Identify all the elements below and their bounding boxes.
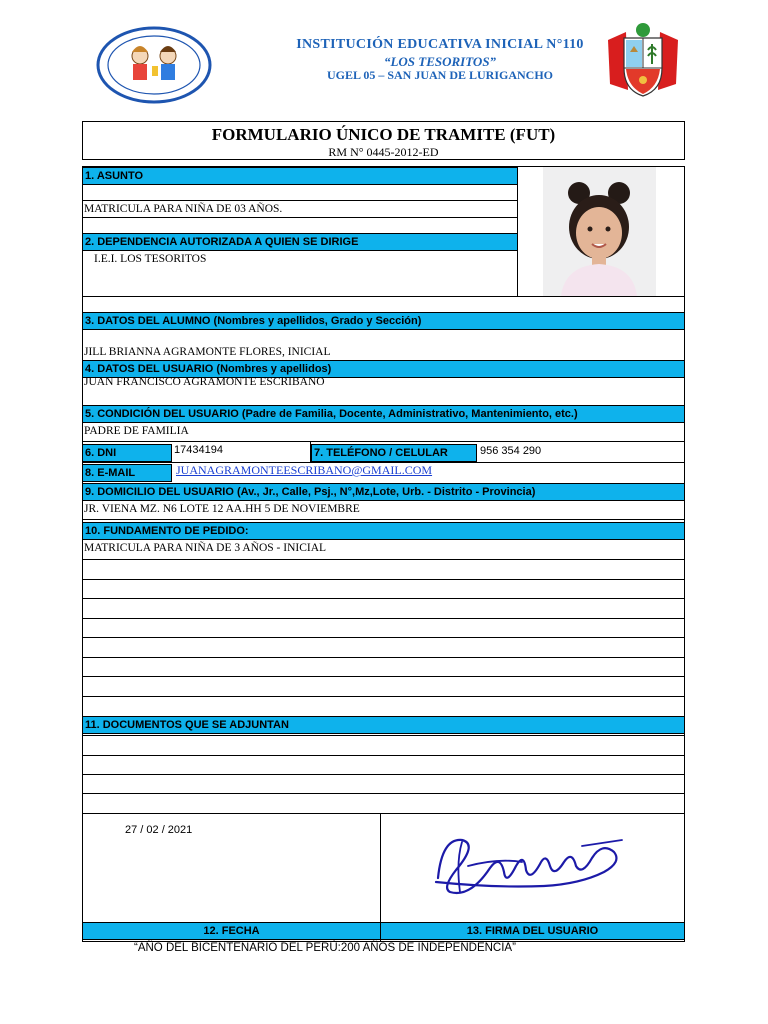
email-link[interactable]: JUANAGRAMONTEESCRIBANO@GMAIL.COM: [176, 463, 433, 477]
ugel-name: UGEL 05 – SAN JUAN DE LURIGANCHO: [326, 68, 554, 82]
row-divider: [82, 676, 685, 677]
section-4-datos-usuario: 4. DATOS DEL USUARIO (Nombres y apellidos): [82, 360, 685, 378]
row-divider: [82, 774, 685, 775]
row-divider: [82, 559, 685, 560]
form-right-border: [684, 166, 685, 942]
form-subtitle: RM N° 0445-2012-ED: [328, 145, 439, 159]
fundamento-value[interactable]: MATRICULA PARA NIÑA DE 3 AÑOS - INICIAL: [84, 542, 327, 554]
row-divider: [82, 637, 685, 638]
fut-form: [82, 166, 685, 942]
dependencia-value[interactable]: I.E.I. LOS TESORITOS: [94, 253, 207, 265]
student-photo: [543, 167, 656, 296]
footer-motto: “AÑO DEL BICENTENARIO DEL PERÚ:200 AÑOS DE INDEPENDENCIA”: [134, 942, 516, 954]
institution-name: INSTITUCIÓN EDUCATIVA INICIAL N°110: [296, 37, 584, 52]
row-divider: [82, 696, 685, 697]
row-divider: [82, 200, 518, 201]
domicilio-value[interactable]: JR. VIENA MZ. N6 LOTE 12 AA.HH 5 DE NOVIEMBRE: [84, 503, 360, 515]
section-7-telefono: 7. TELÉFONO / CELULAR: [311, 444, 477, 462]
section-12-fecha: 12. FECHA: [82, 922, 381, 940]
row-divider: [82, 296, 685, 297]
row-divider: [82, 519, 685, 520]
section-9-domicilio: 9. DOMICILIO DEL USUARIO (Av., Jr., Calle, Psj., N°,Mz,Lote, Urb. - Distrito - Provincia): [82, 483, 685, 501]
row-divider: [82, 755, 685, 756]
section-11-documentos: 11. DOCUMENTOS QUE SE ADJUNTAN: [82, 716, 685, 734]
section-5-condicion: 5. CONDICIÓN DEL USUARIO (Padre de Familia, Docente, Administrativo, Mantenimiento, etc.): [82, 405, 685, 423]
section-3-datos-alumno: 3. DATOS DEL ALUMNO (Nombres y apellidos, Grado y Sección): [82, 312, 685, 330]
dni-value[interactable]: 17434194: [174, 444, 223, 456]
fecha-value[interactable]: 27 / 02 / 2021: [125, 824, 193, 836]
row-divider: [82, 657, 685, 658]
school-name: “LOS TESORITOS”: [383, 54, 497, 69]
school-logo: [96, 26, 212, 104]
section-2-dependencia: 2. DEPENDENCIA AUTORIZADA A QUIEN SE DIRIGE: [82, 233, 518, 251]
peru-coat-of-arms: [598, 20, 688, 104]
asunto-value[interactable]: MATRICULA PARA NIÑA DE 03 AÑOS.: [84, 203, 283, 215]
telefono-value[interactable]: 956 354 290: [480, 445, 542, 457]
row-divider: [82, 579, 685, 580]
row-divider: [82, 793, 685, 794]
row-divider: [82, 598, 685, 599]
section-13-firma: 13. FIRMA DEL USUARIO: [380, 922, 685, 940]
section-6-dni: 6. DNI: [82, 444, 172, 462]
row-divider: [82, 618, 685, 619]
form-title: FORMULARIO ÚNICO DE TRAMITE (FUT): [211, 125, 556, 144]
user-signature[interactable]: [432, 826, 632, 901]
section-10-fundamento: 10. FUNDAMENTO DE PEDIDO:: [82, 522, 685, 540]
row-divider: [82, 735, 685, 736]
alumno-value[interactable]: JILL BRIANNA AGRAMONTE FLORES, INICIAL: [84, 346, 331, 358]
form-left-border: [82, 166, 83, 942]
section-8-email: 8. E-MAIL: [82, 464, 172, 482]
row-divider: [82, 217, 518, 218]
form-title-box: [82, 121, 685, 160]
section-1-asunto: 1. ASUNTO: [82, 167, 518, 185]
photo-left-border: [517, 166, 518, 297]
condicion-value[interactable]: PADRE DE FAMILIA: [84, 425, 189, 437]
usuario-value[interactable]: JUAN FRANCISCO AGRAMONTE ESCRIBANO: [84, 376, 325, 388]
row-divider: [82, 441, 685, 442]
row-divider: [82, 813, 685, 814]
